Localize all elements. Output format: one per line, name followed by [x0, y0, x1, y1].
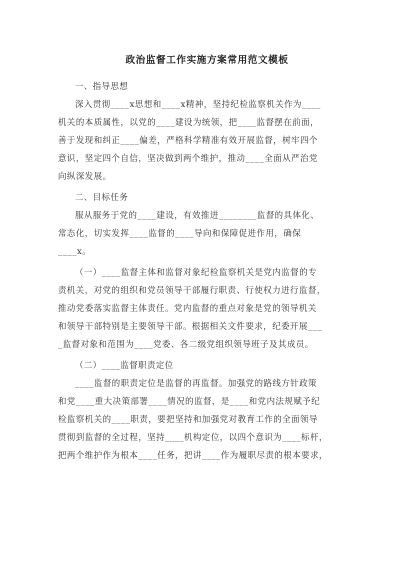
paragraph-line: 常态化，切实发挥____监督的____导向和保障促进作用，确保 [58, 228, 302, 238]
paragraph-line: 检监察机关的____职责，要把坚持和加强党对教育工作的全面领导 [58, 414, 318, 424]
section-heading-goals: 二、目标任务 [75, 192, 129, 202]
paragraph-line: 深入贯彻____x思想和____x精神，坚持纪检监察机关作为____ [75, 99, 321, 109]
subsection-heading-duty-positioning: （二）____监督职责定位 [75, 360, 174, 370]
paragraph-line: ____x。 [58, 246, 92, 256]
section-heading-guiding-ideology: 一、指导思想 [75, 81, 129, 91]
paragraph-line: 善于发现和纠正____偏差，严格科学精准有效开展监督，树牢四个 [58, 135, 318, 145]
paragraph-line: 和领导干部特别是主要领导干部。根据相关文件要求，纪委开展___ [58, 321, 323, 331]
paragraph-line: _监督对象和范围为____党委、各二级党组织领导班子及其成员。 [58, 339, 314, 349]
paragraph-line: 和党____重大决策部署____情况的监督，是____和党内法规赋予纪 [58, 396, 321, 406]
paragraph-line: 机关的本质属性，以党的____建设为统领，把____监督摆在前面， [58, 117, 320, 127]
paragraph-line: 服从服务于党的____建设，有效推进________监督的具体化、 [75, 210, 320, 220]
paragraph-line: 向纵深发展。 [58, 171, 112, 181]
paragraph-line: （一）____监督主体和监督对象纪检监察机关是党内监督的专 [75, 267, 318, 277]
paragraph-line: 把两个维护作为根本____任务，把讲____作为履职尽责的根本要求， [58, 450, 328, 460]
paragraph-line: 责机关，对党的组织和党员领导干部履行职责、行使权力进行监督， [58, 285, 326, 295]
paragraph-line: 意识，坚定四个自信，坚决做到两个维护，推动____全面从严治党 [58, 153, 318, 163]
paragraph-line: 贯彻到监督的全过程，坚持____机构定位，以四个意识为____标杆， [58, 432, 328, 442]
paragraph-line: ____监督的职责定位是监督的再监督。加强党的路线方针政策 [75, 378, 318, 388]
document-title: 政治监督工作实施方案常用范文模板 [125, 55, 289, 66]
paragraph-line: 推动党委落实监督主体责任。党内监督的重点对象是党的领导机关 [58, 303, 317, 313]
